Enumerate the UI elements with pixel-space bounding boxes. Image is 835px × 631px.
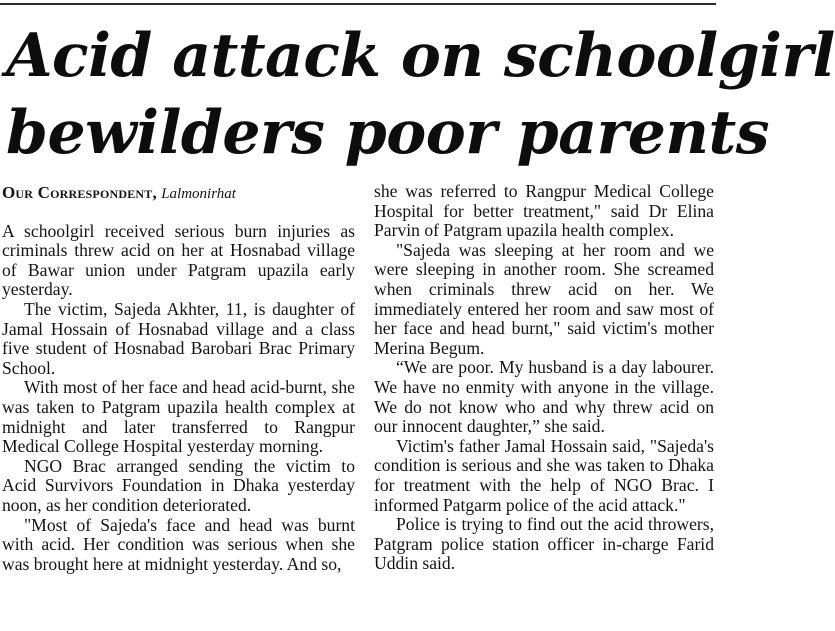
paragraph: NGO Brac arranged sending the victim to Acid Survivors Foundation in Dhaka yesterday noon, as her condition deteriorated. [2, 455, 355, 515]
article-column-left [2, 183, 355, 574]
headline [6, 18, 835, 172]
headline-line-2: bewilders poor parents [6, 98, 769, 168]
paragraph: The victim, Sajeda Akhter, 11, is daughter of Jamal Hossain of Hosnabad village and a class five student of Hosnabad Barobari Brac Primary School. [2, 298, 355, 378]
paragraph: A schoolgirl received serious burn injuries as criminals threw acid on her at Hosnabad village of Bawar union under Patgram upazila early yesterday. [2, 220, 355, 300]
byline-location: Lalmonirhat [161, 186, 236, 202]
paragraph: With most of her face and head acid-burnt, she was taken to Patgram upazila health complex at midnight and later transferred to Rangpur Medical College Hospital yesterday morning. [2, 377, 355, 457]
paragraph: Victim's father Jamal Hossain said, "Sajeda's condition is serious and she was taken to Dhaka for treatment with the help of NGO Brac. I informed Patgarm police of the acid attack." [374, 435, 714, 515]
paragraph: "Most of Sajeda's face and head was burnt with acid. Her condition was serious when she was brought here at midnight yesterday. And so, [2, 514, 355, 574]
paragraph-continued: she was referred to Rangpur Medical College Hospital for better treatment," said Dr Elina Parvin of Patgram upazila health complex. [374, 181, 714, 241]
top-rule [0, 3, 716, 5]
byline-author: Our Correspondent, [2, 183, 157, 202]
paragraph: Police is trying to find out the acid throwers, Patgram police station officer in-charge Farid Uddin said. [374, 514, 714, 574]
headline-line-1: Acid attack on schoolgirl [6, 21, 835, 91]
paragraph: “We are poor. My husband is a day labourer. We have no enmity with anyone in the village. We do not know who and why threw acid on our innocent daughter,” she said. [374, 357, 714, 437]
article-column-right [374, 182, 714, 574]
paragraph: "Sajeda was sleeping at her room and we were sleeping in another room. She screamed when criminals threw acid on her. We immediately entered her room and saw most of her face and head burnt," said victim's mother Merina Begum. [374, 239, 714, 358]
byline [2, 183, 355, 205]
